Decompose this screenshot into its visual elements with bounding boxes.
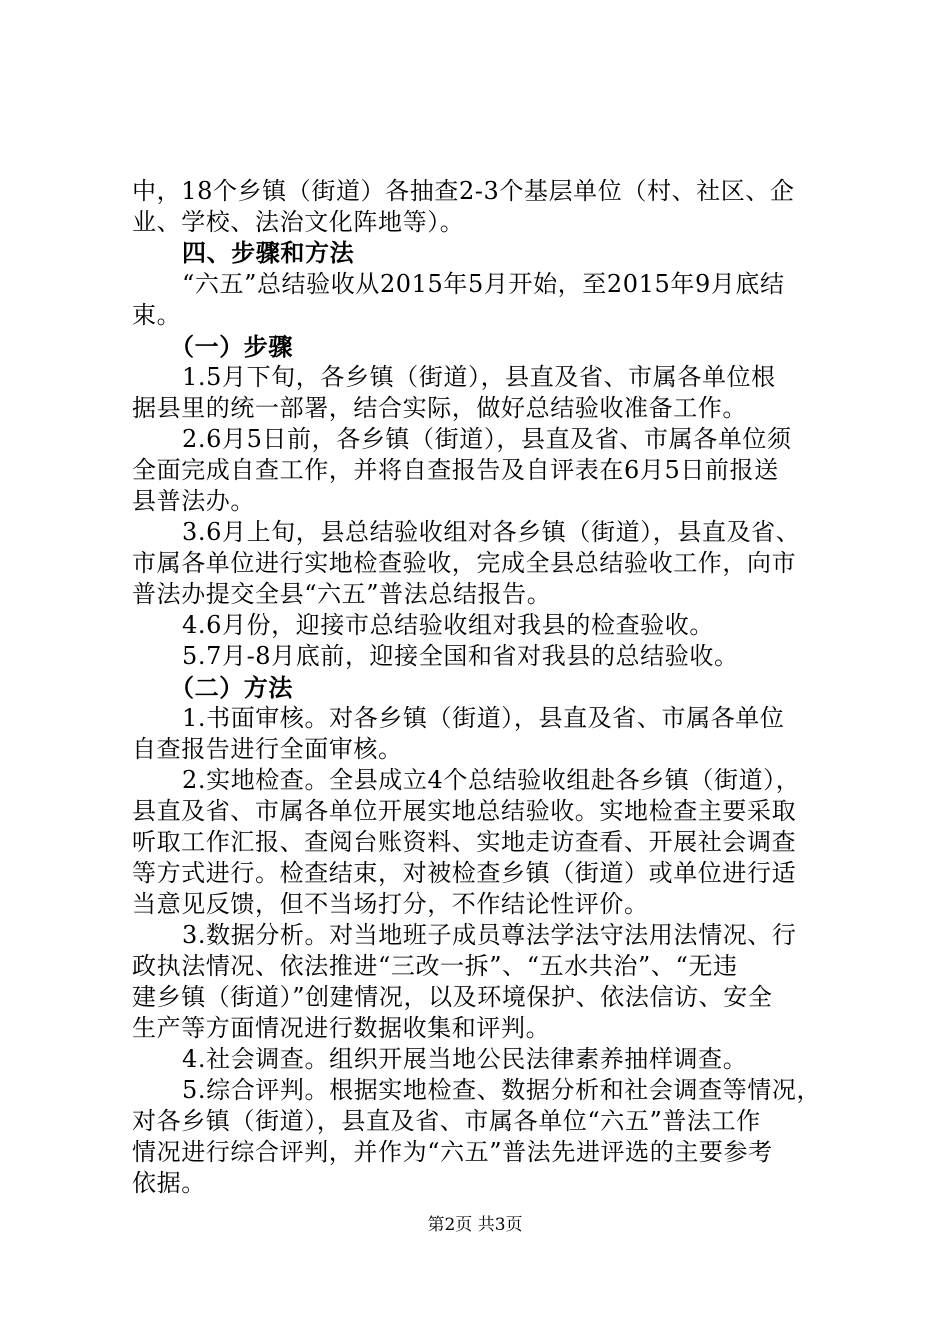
document-body bbox=[132, 176, 832, 1199]
text-line: 自查报告进行全面审核。 bbox=[132, 735, 403, 763]
text-line: 普法办提交全县“六五”普法总结报告。 bbox=[132, 580, 552, 608]
text-line: 据县里的统一部署，结合实际，做好总结验收准备工作。 bbox=[132, 394, 747, 422]
text-line: 等方式进行。检查结束，对被检查乡镇（街道）或单位进行适 bbox=[132, 859, 797, 887]
text-line: 县直及省、市属各单位开展实地总结验收。实地检查主要采取 bbox=[132, 797, 797, 825]
text-line: 5.综合评判。根据实地检查、数据分析和社会调查等情况， bbox=[182, 1076, 822, 1104]
text-line: 市属各单位进行实地检查验收，完成全县总结验收工作，向市 bbox=[132, 549, 797, 577]
text-line: 依据。 bbox=[132, 1169, 206, 1197]
text-line: 对各乡镇（街道），县直及省、市属各单位“六五”普法工作 bbox=[132, 1107, 761, 1135]
text-line: 4.社会调查。组织开展当地公民法律素养抽样调查。 bbox=[182, 1045, 748, 1073]
subsection-heading: （一）步骤 bbox=[170, 332, 293, 361]
text-line: 当意见反馈，但不当场打分，不作结论性评价。 bbox=[132, 890, 649, 918]
text-line: 建乡镇（街道）”创建情况，以及环境保护、依法信访、安全 bbox=[132, 983, 773, 1011]
text-line: “六五”总结验收从2015年5月开始，至2015年9月底结 bbox=[182, 270, 785, 298]
text-line: 县普法办。 bbox=[132, 487, 255, 515]
text-line: 听取工作汇报、查阅台账资料、实地走访查看、开展社会调查 bbox=[132, 828, 797, 856]
text-line: 全面完成自查工作，并将自查报告及自评表在6月5日前报送 bbox=[132, 456, 779, 484]
text-line: 生产等方面情况进行数据收集和评判。 bbox=[132, 1014, 551, 1042]
text-line: 2.6月5日前，各乡镇（街道），县直及省、市属各单位须 bbox=[182, 425, 792, 453]
text-line: 业、学校、法治文化阵地等）。 bbox=[132, 208, 465, 236]
text-line: 1.书面审核。对各乡镇（街道），县直及省、市属各单位 bbox=[182, 704, 785, 732]
text-line: 3.6月上旬，县总结验收组对各乡镇（街道），县直及省、 bbox=[182, 518, 801, 546]
text-line: 情况进行综合评判，并作为“六五”普法先进评选的主要参考 bbox=[132, 1138, 773, 1166]
text-line: 1.5月下旬，各乡镇（街道），县直及省、市属各单位根 bbox=[182, 363, 776, 391]
text-line: 3.数据分析。对当地班子成员尊法学法守法用法情况、行 bbox=[182, 921, 797, 949]
text-line: 2.实地检查。全县成立4个总结验收组赴各乡镇（街道）， bbox=[182, 766, 801, 794]
text-line: 4.6月份，迎接市总结验收组对我县的检查验收。 bbox=[182, 611, 714, 639]
text-line: 束。 bbox=[132, 301, 182, 329]
text-line: 政执法情况、依法推进“三改一拆”、“五水共治”、“无违 bbox=[132, 952, 738, 980]
subsection-heading: （二）方法 bbox=[170, 673, 293, 702]
text-line: 中，18个乡镇（街道）各抽查2-3个基层单位（村、社区、企 bbox=[132, 177, 795, 205]
section-heading: 四、步骤和方法 bbox=[182, 239, 355, 267]
text-line: 5.7月-8月底前，迎接全国和省对我县的总结验收。 bbox=[182, 642, 739, 670]
page-footer: 第2页 共3页 bbox=[427, 1215, 523, 1235]
